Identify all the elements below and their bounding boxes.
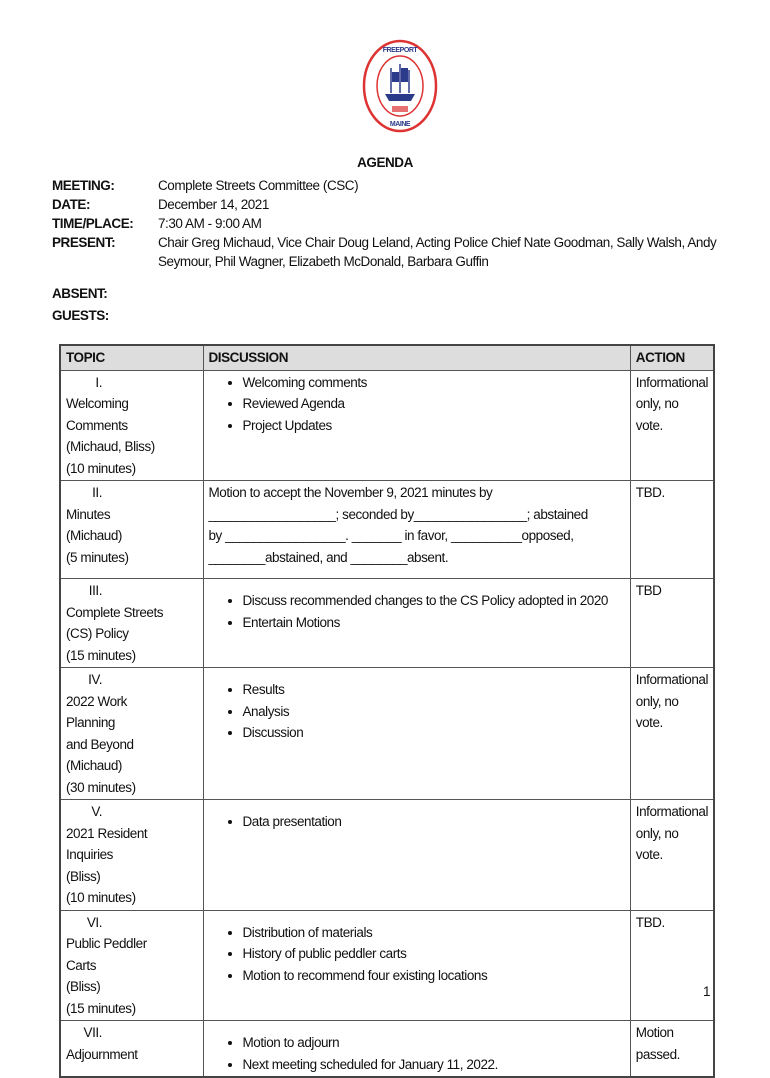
topic-line: (Michaud) — [66, 758, 122, 773]
topic-line: Adjournment — [66, 1046, 138, 1062]
discussion-item: Distribution of materials — [243, 922, 625, 944]
topic-line: 2022 Work Planning — [66, 693, 127, 730]
topic-number: I. — [95, 374, 102, 390]
discussion-item: Next meeting scheduled for January 11, 2022. — [243, 1054, 625, 1076]
header-action: ACTION — [630, 345, 714, 370]
topic-line: Complete Streets — [66, 604, 164, 620]
action-cell: Motion passed. — [630, 1021, 714, 1078]
discussion-item: Entertain Motions — [243, 612, 625, 634]
table-row — [60, 668, 714, 800]
table-row — [60, 910, 714, 1021]
topic-line: Minutes — [66, 506, 111, 522]
action-cell: Informational only, no vote. — [630, 668, 714, 800]
discussion-item: Motion to adjourn — [243, 1032, 625, 1054]
discussion-item: Discuss recommended changes to the CS Policy adopted in 2020 — [243, 590, 625, 612]
guests-label: GUESTS: — [52, 308, 109, 323]
header-topic: TOPIC — [60, 345, 203, 370]
table-row — [60, 481, 714, 579]
discussion-item: Analysis — [243, 701, 625, 723]
topic-line: (Bliss) — [66, 979, 101, 994]
discussion-cell — [203, 910, 630, 1021]
discussion-cell — [203, 370, 630, 481]
discussion-item: History of public peddler carts — [243, 943, 625, 965]
meeting-value: Complete Streets Committee (CSC) — [158, 178, 359, 193]
topic-line: (Michaud, Bliss) — [66, 439, 155, 454]
discussion-cell — [203, 800, 630, 911]
table-header-row — [60, 345, 714, 370]
topic-line: Carts — [66, 957, 97, 973]
topic-line: (CS) Policy — [66, 626, 129, 641]
svg-text:MAINE: MAINE — [389, 121, 411, 128]
discussion-item: Reviewed Agenda — [243, 393, 625, 415]
time-place-value: 7:30 AM - 9:00 AM — [158, 216, 262, 231]
discussion-cell — [203, 1021, 630, 1078]
present-value: Chair Greg Michaud, Vice Chair Doug Leland, Acting Police Chief Nate Goodman, Sally Walsh, Andy Seymour, Phil Wagner, Elizabeth McDonald, Barbara Guffin — [158, 235, 717, 269]
topic-line: 2021 Resident — [66, 825, 148, 841]
action-cell: Informational only, no vote. — [630, 800, 714, 911]
time-place-label: TIME/PLACE: — [52, 216, 134, 231]
topic-cell — [60, 481, 203, 579]
topic-line: (5 minutes) — [66, 549, 129, 565]
discussion-item: Discussion — [243, 722, 625, 744]
present-label: PRESENT: — [52, 235, 116, 250]
topic-line: (Bliss) — [66, 868, 101, 884]
topic-cell — [60, 910, 203, 1021]
town-seal-logo — [361, 38, 439, 134]
table-row — [60, 370, 714, 481]
discussion-text: Motion to accept the November 9, 2021 minutes by __________________; seconded by________________; abstained by _________________. _______ in favor, __________opposed, ________abstained, and ________absent. — [208, 485, 588, 565]
topic-line: Inquiries — [66, 847, 113, 862]
agenda-title: AGENDA — [357, 155, 413, 170]
topic-number: VII. — [83, 1025, 102, 1040]
discussion-item: Project Updates — [243, 415, 625, 437]
agenda-table — [59, 344, 715, 1078]
page-number: 1 — [702, 984, 710, 999]
discussion-cell — [203, 481, 630, 579]
action-cell: TBD. — [630, 910, 714, 1021]
topic-line: (Michaud) — [66, 528, 122, 543]
absent-label: ABSENT: — [52, 286, 108, 301]
topic-number: IV. — [88, 672, 102, 687]
meeting-label: MEETING: — [52, 178, 115, 193]
topic-line: Comments — [66, 417, 128, 433]
table-row — [60, 800, 714, 911]
discussion-item: Results — [243, 679, 625, 701]
action-cell: TBD — [630, 579, 714, 668]
topic-line: (30 minutes) — [66, 779, 136, 795]
action-cell: Informational only, no vote. — [630, 370, 714, 481]
topic-line: (15 minutes) — [66, 647, 136, 663]
topic-cell — [60, 1021, 203, 1078]
discussion-item: Welcoming comments — [243, 372, 625, 394]
topic-number: II. — [92, 485, 102, 500]
topic-number: VI. — [86, 914, 102, 930]
topic-cell — [60, 668, 203, 800]
date-value: December 14, 2021 — [158, 197, 269, 212]
discussion-item: Data presentation — [243, 811, 625, 833]
topic-number: V. — [91, 804, 102, 819]
meeting-info — [52, 176, 718, 271]
svg-text:FREEPORT: FREEPORT — [382, 47, 418, 54]
topic-cell — [60, 579, 203, 668]
discussion-item: Motion to recommend four existing locations — [243, 965, 625, 987]
topic-number: III. — [88, 583, 102, 598]
topic-cell — [60, 800, 203, 911]
topic-line: Welcoming — [66, 396, 129, 411]
topic-line: (10 minutes) — [66, 890, 136, 905]
discussion-cell — [203, 579, 630, 668]
table-row — [60, 1021, 714, 1078]
topic-cell — [60, 370, 203, 481]
date-label: DATE: — [52, 197, 90, 212]
action-cell: TBD. — [630, 481, 714, 579]
table-row — [60, 579, 714, 668]
topic-line: (10 minutes) — [66, 460, 136, 476]
topic-line: and Beyond — [66, 736, 134, 752]
discussion-cell — [203, 668, 630, 800]
topic-line: (15 minutes) — [66, 1000, 136, 1016]
header-discussion: DISCUSSION — [203, 345, 630, 370]
topic-line: Public Peddler — [66, 936, 147, 951]
